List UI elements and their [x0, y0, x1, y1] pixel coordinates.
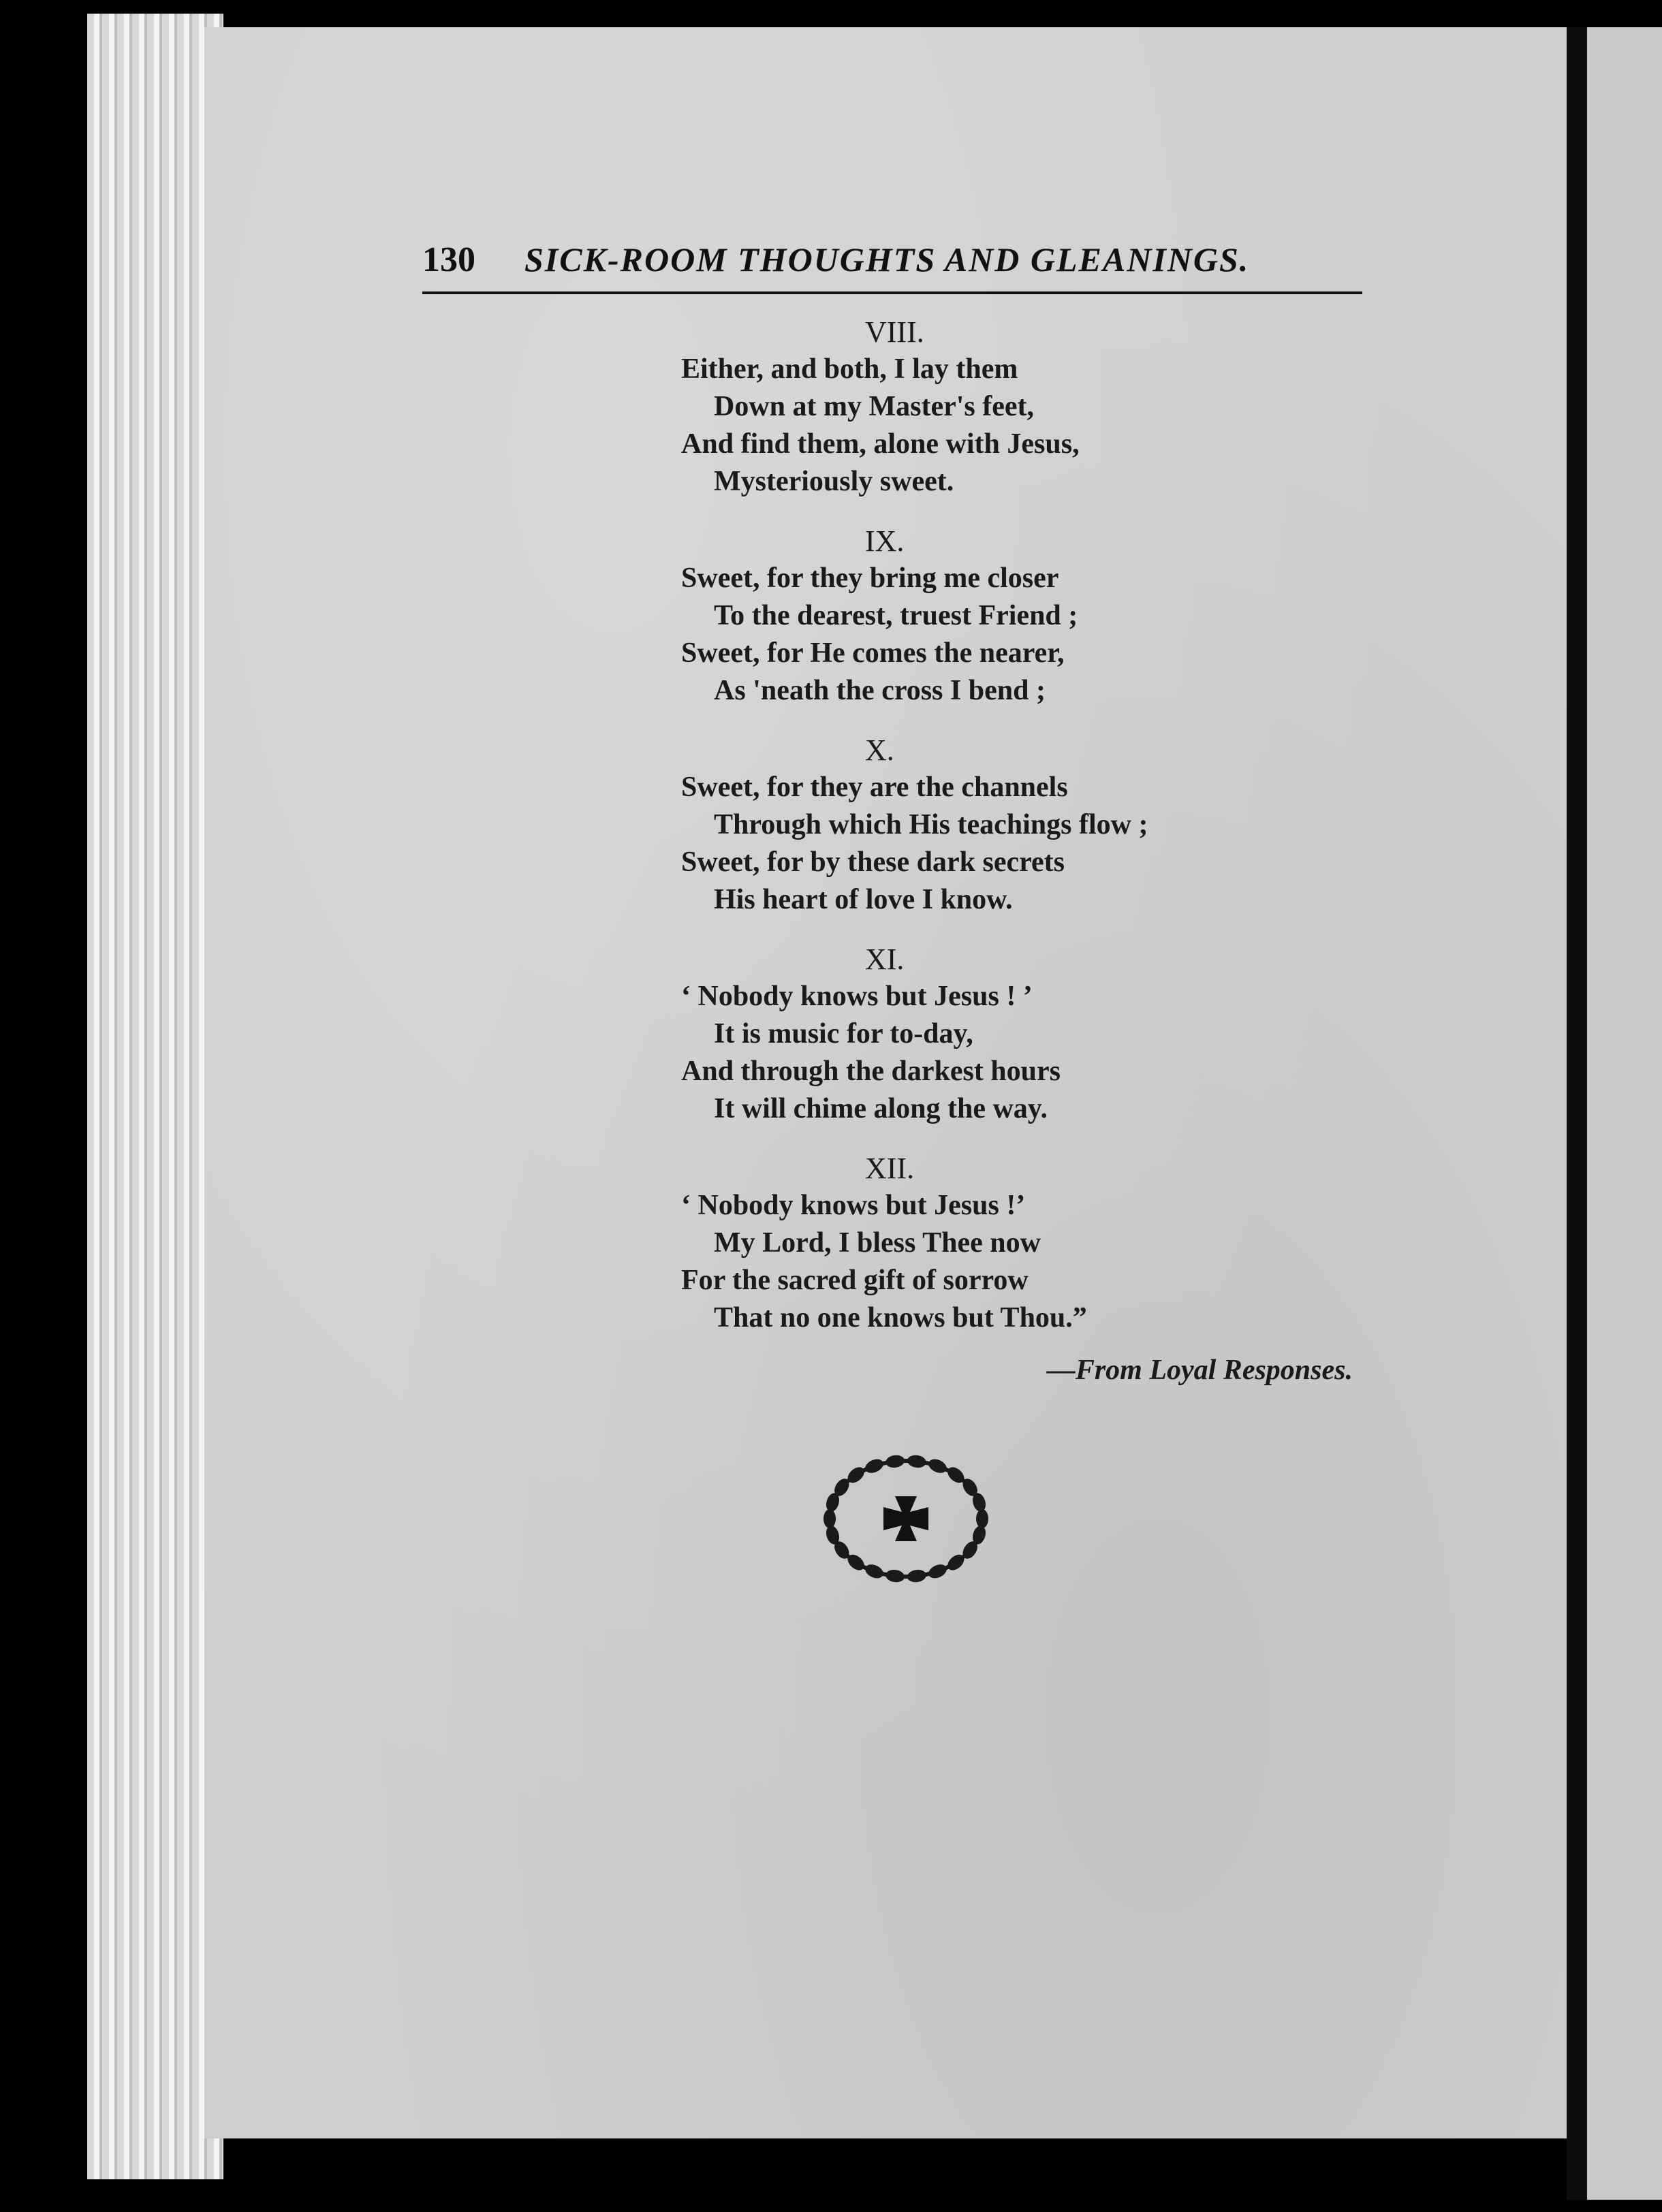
page-edges — [87, 14, 223, 2179]
stanza-number: IX. — [865, 524, 905, 558]
stanza — [681, 1150, 1362, 1337]
stanza-number: VIII. — [865, 315, 924, 349]
stanza-number: XII. — [865, 1152, 915, 1185]
poem-line: Mysteriously sweet. — [714, 466, 954, 497]
poem — [681, 313, 1362, 1389]
wreath-leaf — [976, 1509, 988, 1528]
poem-line: Sweet, for they are the channels — [681, 772, 1068, 803]
poem-line: As 'neath the cross I bend ; — [714, 675, 1046, 706]
wreath-leaf — [824, 1509, 836, 1528]
stanza — [681, 522, 1362, 710]
poem-line: ‘ Nobody knows but Jesus !’ — [681, 1190, 1026, 1221]
poem-line: ‘ Nobody knows but Jesus ! ’ — [681, 981, 1033, 1012]
poem-line: My Lord, I bless Thee now — [714, 1227, 1041, 1259]
facing-page-edge — [1587, 27, 1662, 2200]
poem-line: Sweet, for He comes the nearer, — [681, 637, 1065, 669]
poem-line: Sweet, for they bring me closer — [681, 563, 1059, 594]
book-gutter — [1567, 27, 1587, 2200]
poem-line: It is music for to-day, — [714, 1018, 973, 1049]
poem-line: His heart of love I know. — [714, 884, 1013, 915]
poem-line: To the dearest, truest Friend ; — [714, 600, 1078, 631]
wreath-leaf — [926, 1562, 949, 1581]
poem-line: For the sacred gift of sorrow — [681, 1265, 1029, 1296]
stanza-number: X. — [865, 733, 894, 767]
wreath-leaf — [885, 1568, 905, 1583]
wreath-cross-icon — [814, 1447, 998, 1590]
poem-line: And through the darkest hours — [681, 1056, 1061, 1087]
poem-line: Through which His teachings flow ; — [714, 809, 1148, 840]
wreath-leaf — [885, 1454, 905, 1469]
wreath-leaf — [907, 1568, 927, 1583]
poem-line: Down at my Master's feet, — [714, 391, 1035, 422]
poem-line: That no one knows but Thou.” — [714, 1302, 1087, 1333]
poem-line: And find them, alone with Jesus, — [681, 428, 1080, 460]
wreath-leaf — [926, 1457, 949, 1476]
running-head-title: SICK-ROOM THOUGHTS AND GLEANINGS. — [524, 240, 1250, 279]
poem-line: It will chime along the way. — [714, 1093, 1048, 1124]
stanza — [681, 313, 1362, 501]
wreath-leaf — [863, 1562, 885, 1581]
wreath-cross-icon-svg — [814, 1447, 998, 1590]
running-head — [422, 240, 1362, 294]
wreath-leaf — [907, 1454, 927, 1469]
poem-line: Either, and both, I lay them — [681, 353, 1018, 385]
attribution: —From Loyal Responses. — [1046, 1355, 1353, 1386]
stanza — [681, 941, 1362, 1128]
stanza — [681, 731, 1362, 919]
wreath-leaf — [863, 1457, 885, 1476]
poem-line: Sweet, for by these dark secrets — [681, 847, 1065, 878]
page-number: 130 — [422, 240, 475, 279]
stanza-number: XI. — [865, 943, 905, 976]
